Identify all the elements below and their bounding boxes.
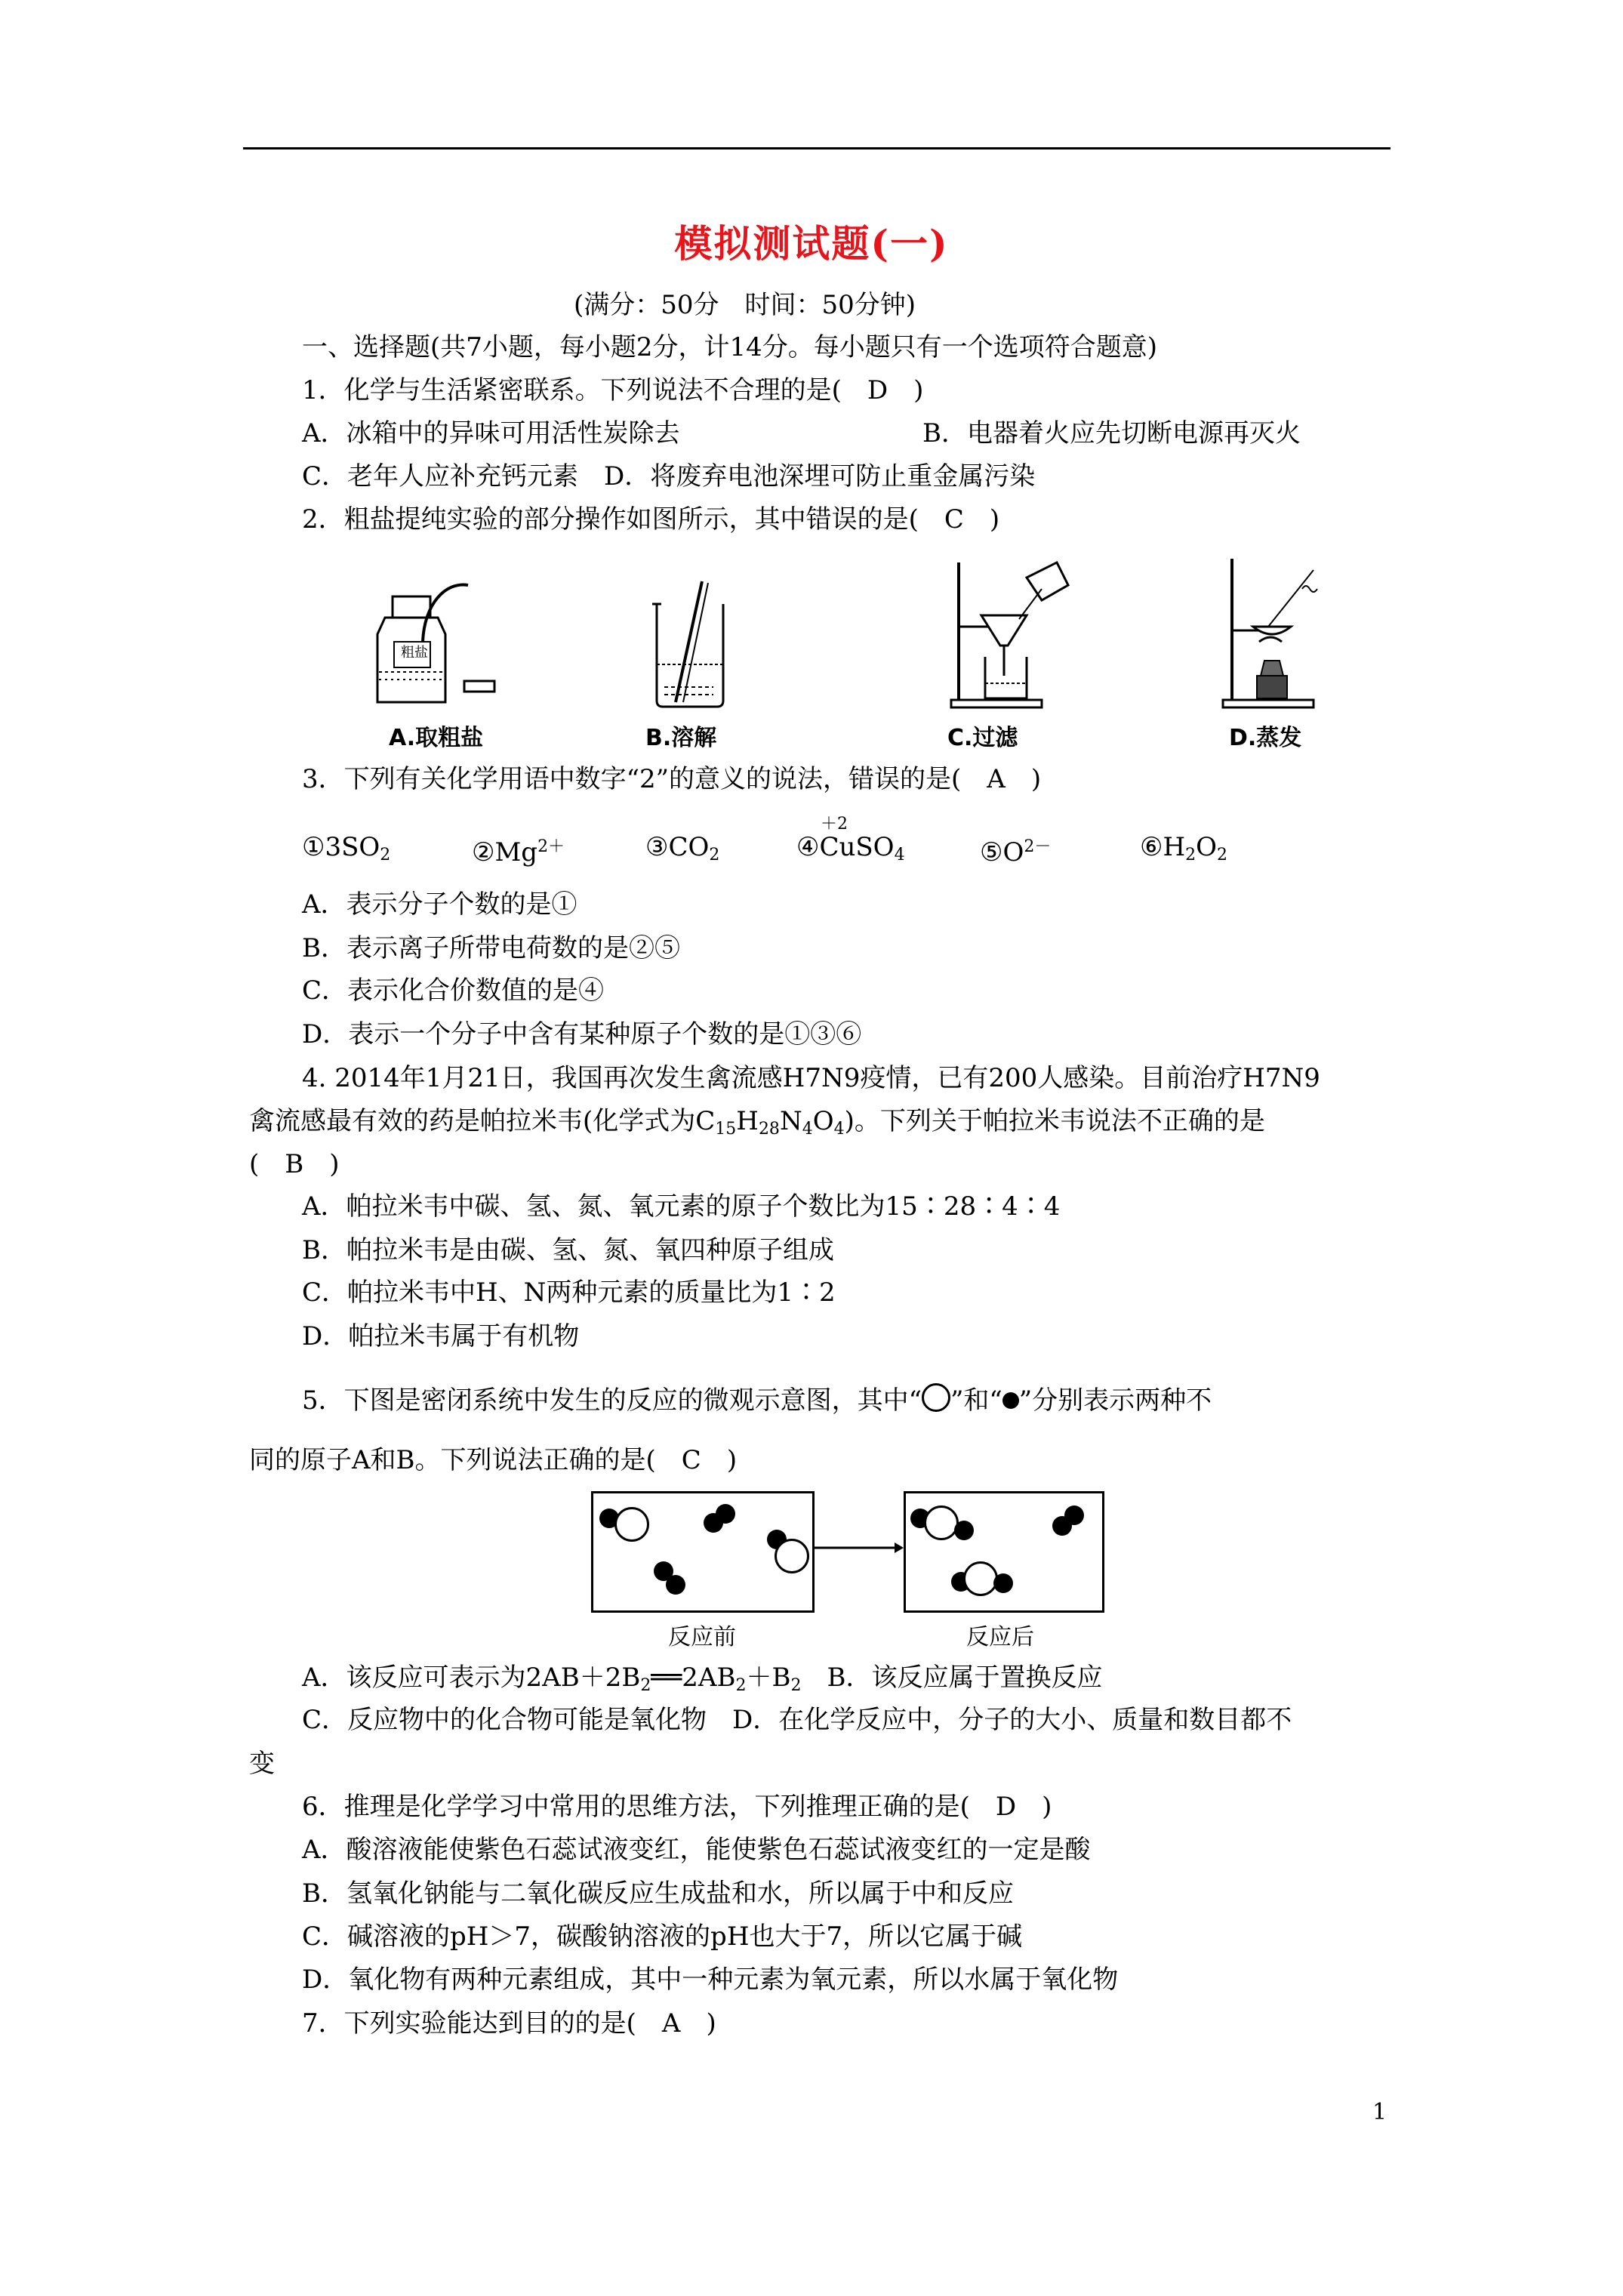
- q1-option-a: A．冰箱中的异味可用活性炭除去: [302, 418, 680, 448]
- q4-option-c: C．帕拉米韦中H、N两种元素的质量比为1∶2: [302, 1277, 836, 1308]
- q4-line-2: 禽流感最有效的药是帕拉米韦(化学式为$C_{15}H_{28}N_4O_4$)。下列关于帕拉米韦说法不正确的是: [249, 1106, 1265, 1139]
- reaction-arrow-icon: [812, 1536, 906, 1559]
- q3-item-5: $⑤O^{2-}$: [980, 837, 1052, 868]
- q5-option-ab: A．该反应可表示为$2AB+2B_2══2AB_2+B_2$ B．该反应属于置换反应: [302, 1663, 1103, 1695]
- evaporation-figure: [1215, 555, 1344, 710]
- fig-label-b: B.溶解: [645, 725, 717, 751]
- q4-option-b: B．帕拉米韦是由碳、氢、氮、氧四种原子组成: [302, 1235, 834, 1265]
- jar-label: 粗盐: [401, 645, 428, 661]
- q3-item-2: $②Mg^{2+}$: [472, 837, 565, 868]
- q4-line-3: ( B ): [249, 1149, 340, 1179]
- q4-option-a: A．帕拉米韦中碳、氢、氮、氧元素的原子个数比为15∶28∶4∶4: [302, 1191, 1061, 1222]
- q3-option-b: B．表示离子所带电荷数的是②⑤: [302, 933, 680, 963]
- q3-option-a: A．表示分子个数的是①: [302, 889, 577, 920]
- q6-option-c: C．碱溶液的pH＞7，碳酸钠溶液的pH也大于7，所以它属于碱: [302, 1922, 1023, 1952]
- q1-option-b: B．电器着火应先切断电源再灭火: [922, 418, 1301, 448]
- q5-option-cd-cont: 变: [249, 1749, 275, 1779]
- header-rule: [243, 147, 1390, 149]
- dissolving-beaker-figure: [642, 574, 740, 710]
- before-reaction-box: [591, 1491, 815, 1613]
- q3-item-3: $③CO_2$: [645, 832, 720, 864]
- q3-item-4: ④CuSO$_4$: [796, 832, 905, 864]
- fig-label-c: C.过滤: [947, 725, 1018, 751]
- q3-option-c: C．表示化合价数值的是④: [302, 975, 605, 1006]
- q2-stem: 2．粗盐提纯实验的部分操作如图所示，其中错误的是( C ): [302, 504, 1000, 535]
- q7-stem: 7．下列实验能达到目的的是( A ): [302, 2008, 716, 2039]
- q5-line-1: 5．下图是密闭系统中发生的反应的微观示意图，其中“ ”和“ ”分别表示两种不: [302, 1383, 1212, 1416]
- q5-option-cd: C．反应物中的化合物可能是氧化物 D．在化学反应中，分子的大小、质量和数目都不: [302, 1705, 1292, 1735]
- q3-option-d: D．表示一个分子中含有某种原子个数的是①③⑥: [302, 1019, 862, 1049]
- subtitle: (满分：50分 时间：50分钟): [574, 290, 916, 320]
- fig-label-d: D.蒸发: [1229, 725, 1302, 751]
- filtration-figure: [936, 555, 1079, 710]
- q1-stem: 1．化学与生活紧密联系。下列说法不合理的是( D ): [302, 375, 924, 405]
- q4-line-1: 4. 2014年1月21日，我国再次发生禽流感H7N9疫情，已有200人感染。目前治疗H7N9: [302, 1063, 1320, 1093]
- q6-stem: 6．推理是化学学习中常用的思维方法，下列推理正确的是( D ): [302, 1792, 1052, 1822]
- q6-option-b: B．氢氧化钠能与二氧化碳反应生成盐和水，所以属于中和反应: [302, 1878, 1014, 1909]
- q6-option-d: D．氧化物有两种元素组成，其中一种元素为氧元素，所以水属于氧化物: [302, 1965, 1119, 1995]
- q6-option-a: A．酸溶液能使紫色石蕊试液变红，能使紫色石蕊试液变红的一定是酸: [302, 1835, 1091, 1865]
- fig-label-a: A.取粗盐: [389, 725, 484, 751]
- q3-item-6: $⑥H_2O_2$: [1140, 832, 1228, 864]
- q3-valence-mark: ＋2: [821, 815, 848, 834]
- coarse-salt-jar-figure: [370, 574, 506, 710]
- q1-option-cd: C．老年人应补充钙元素 D．将废弃电池深埋可防止重金属污染: [302, 461, 1036, 492]
- q5-line-2: 同的原子A和B。下列说法正确的是( C ): [249, 1445, 738, 1475]
- after-reaction-box: [904, 1491, 1104, 1613]
- page-title: 模拟测试题(一): [674, 221, 949, 266]
- before-label: 反应前: [668, 1624, 736, 1650]
- section-heading: 一、选择题(共7小题，每小题2分，计14分。每小题只有一个选项符合题意): [302, 332, 1158, 362]
- q4-option-d: D．帕拉米韦属于有机物: [302, 1321, 580, 1351]
- white-atom-icon: [922, 1383, 950, 1412]
- page-number: 1: [1372, 2099, 1387, 2125]
- after-label: 反应后: [966, 1624, 1034, 1650]
- q3-stem: 3．下列有关化学用语中数字“2”的意义的说法，错误的是( A ): [302, 764, 1042, 794]
- q3-item-1: $①3SO_2$: [302, 832, 391, 864]
- black-atom-icon: [1002, 1392, 1019, 1409]
